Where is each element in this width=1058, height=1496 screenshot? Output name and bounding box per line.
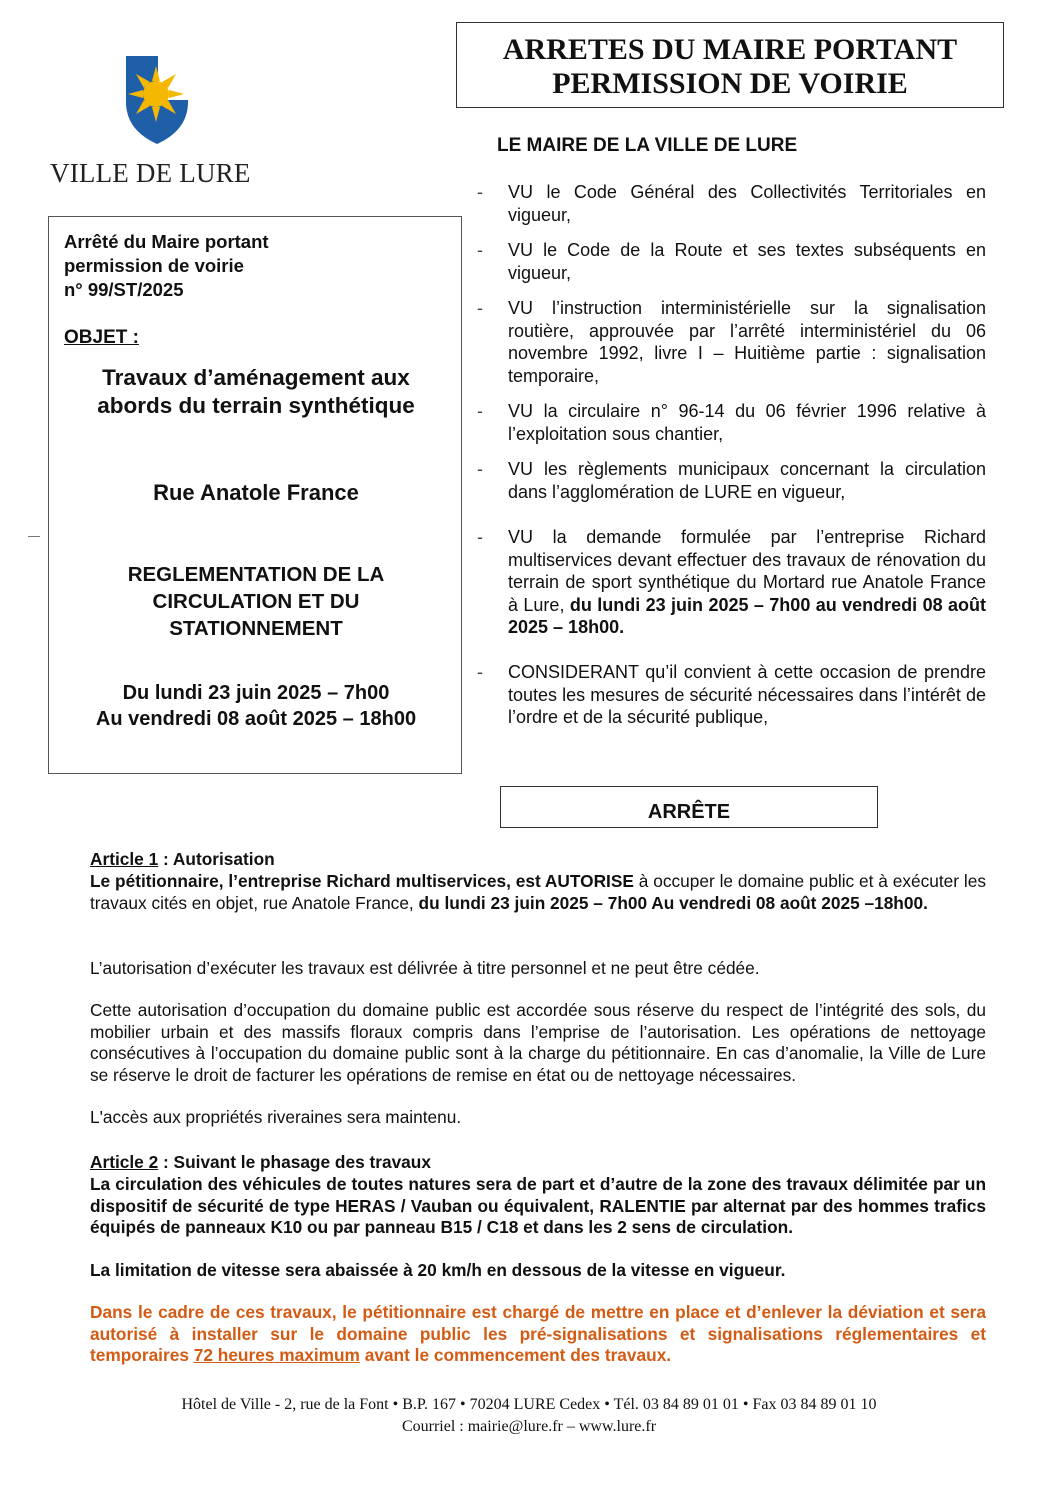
signage-notice-deadline: 72 heures maximum xyxy=(193,1345,360,1365)
request-text: VU la demande formulée par l’entreprise Richard multiservices devant effectuer des travaux de rénovation du terrain de sport synthétique du Mortard rue Anatole France à Lure, xyxy=(508,527,986,615)
bullet-dash: - xyxy=(477,401,483,421)
footer xyxy=(0,1394,1058,1438)
footer-contact: Courriel : mairie@lure.fr – www.lure.fr xyxy=(401,1418,657,1435)
article1-authorized-party: Le pétitionnaire, l’entreprise Richard multiservices, est AUTORISE xyxy=(90,871,634,891)
regulation-heading xyxy=(49,561,463,642)
article1-personal-clause: L’autorisation d’exécuter les travaux est délivrée à titre personnel et ne peut être cédée. xyxy=(90,958,760,978)
validity-start: Du lundi 23 juin 2025 – 7h00 xyxy=(122,682,390,704)
article1-access-clause: L'accès aux propriétés riveraines sera maintenu. xyxy=(90,1107,462,1127)
considerant-item: VU l’instruction interministérielle sur la signalisation routière, approuvée par l’arrêté interministériel du 06 novembre 1992, livre I – Huitième partie : signalisation temporaire, xyxy=(508,298,986,386)
signage-notice-text: Dans le cadre de ces travaux, le pétitionnaire est chargé de mettre en place et d’enlever la déviation et sera autorisé à installer sur le domaine public les pré-signalisations et signalisations réglementaires et temporaires xyxy=(90,1302,986,1365)
decree-number: n° 99/ST/2025 xyxy=(64,279,184,300)
street-name: Rue Anatole France xyxy=(153,480,359,505)
bullet-dash: - xyxy=(477,298,483,318)
article2-traffic-rules: La circulation des véhicules de toutes natures sera de part et d’autre de la zone des travaux délimitée par un dispositif de sécurité de type HERAS / Vauban ou équivalent, RALENTIE par alternat par des hommes trafics équipés de panneaux K10 ou par panneau B15 / C18 et dans les 2 sens de circulation. xyxy=(90,1174,986,1237)
objet-label: OBJET : xyxy=(64,327,139,348)
document-title-line1: ARRETES DU MAIRE PORTANT xyxy=(502,33,958,66)
bullet-dash: - xyxy=(477,662,483,682)
article1-authorization xyxy=(90,871,986,914)
regulation-heading-line3: STATIONNEMENT xyxy=(169,617,343,640)
arrete-heading-box xyxy=(500,786,878,828)
article2-heading xyxy=(90,1152,986,1174)
city-name: VILLE DE LURE xyxy=(50,158,251,188)
bullet-dash: - xyxy=(477,182,483,202)
article1-authorization-text: à occuper le domaine public et à exécuter les travaux cités en objet, rue Anatole France, xyxy=(90,871,986,913)
article2-speed-limit: La limitation de vitesse sera abaissée à 20 km/h en dessous de la vitesse en vigueur. xyxy=(90,1260,786,1280)
decree-summary-box xyxy=(48,216,462,774)
considerant-item-request xyxy=(508,526,986,639)
article2-title: : Suivant le phasage des travaux xyxy=(158,1152,431,1172)
validity-dates xyxy=(49,680,463,732)
signage-notice-text-end: avant le commencement des travaux. xyxy=(359,1345,672,1365)
mayor-heading: LE MAIRE DE LA VILLE DE LURE xyxy=(497,135,798,156)
decree-reference-line1: Arrêté du Maire portant xyxy=(64,231,269,252)
decree-reference xyxy=(64,230,269,302)
bullet-dash: - xyxy=(477,240,483,260)
considerant-item: VU le Code de la Route et ses textes subséquents en vigueur, xyxy=(508,240,986,283)
decree-reference-line2: permission de voirie xyxy=(64,255,244,276)
regulation-heading-line2: CIRCULATION ET DU xyxy=(152,590,360,613)
article1-heading xyxy=(90,849,986,871)
arrete-heading: ARRÊTE xyxy=(647,801,731,823)
city-crest-logo xyxy=(118,50,204,148)
article2-label: Article 2 xyxy=(90,1152,159,1172)
considerant-item: VU le Code Général des Collectivités Territoriales en vigueur, xyxy=(508,182,986,225)
regulation-heading-line1: REGLEMENTATION DE LA xyxy=(127,563,385,586)
bullet-dash: - xyxy=(477,527,483,547)
sun-icon xyxy=(128,66,184,122)
margin-mark xyxy=(28,536,40,537)
considerant-item: CONSIDERANT qu’il convient à cette occasion de prendre toutes les mesures de sécurité nécessaires dans l’intérêt de l’ordre et de la sécurité publique, xyxy=(508,662,986,727)
article1-label: Article 1 xyxy=(90,849,159,869)
article1-authorization-dates: du lundi 23 juin 2025 – 7h00 Au vendredi 08 août 2025 –18h00. xyxy=(418,892,928,913)
validity-end: Au vendredi 08 août 2025 – 18h00 xyxy=(95,708,417,730)
document-title-box xyxy=(456,22,1004,108)
considerant-item: VU la circulaire n° 96-14 du 06 février 1996 relative à l’exploitation sous chantier, xyxy=(508,401,986,444)
considerant-item: VU les règlements municipaux concernant la circulation dans l’agglomération de LURE en vigueur, xyxy=(508,459,986,502)
document-title-line2: PERMISSION DE VOIRIE xyxy=(552,67,908,100)
footer-address: Hôtel de Ville - 2, rue de la Font • B.P. 167 • 70204 LURE Cedex • Tél. 03 84 89 01 01 • Fax 03 84 89 01 10 xyxy=(181,1396,877,1413)
works-description-line1: Travaux d’aménagement aux xyxy=(102,365,410,390)
works-description-line2: abords du terrain synthétique xyxy=(97,393,415,418)
article2-signage-notice xyxy=(90,1302,986,1367)
bullet-dash: - xyxy=(477,459,483,479)
request-dates: du lundi 23 juin 2025 – 7h00 au vendredi 08 août 2025 – 18h00. xyxy=(508,594,986,637)
works-description xyxy=(49,364,463,420)
article1-conditions: Cette autorisation d’occupation du domaine public est accordée sous réserve du respect de l’intégrité des sols, du mobilier urbain et des massifs floraux compris dans l’emprise de l’autorisation. Les opérations de nettoyage consécutives à l’occupation du domaine public sont à la charge du pétitionnaire. En cas d’anomalie, la Ville de Lure se réserve le droit de facturer les opérations de remise en état ou de nettoyage nécessaires. xyxy=(90,1000,986,1085)
article1-title: : Autorisation xyxy=(158,849,275,869)
